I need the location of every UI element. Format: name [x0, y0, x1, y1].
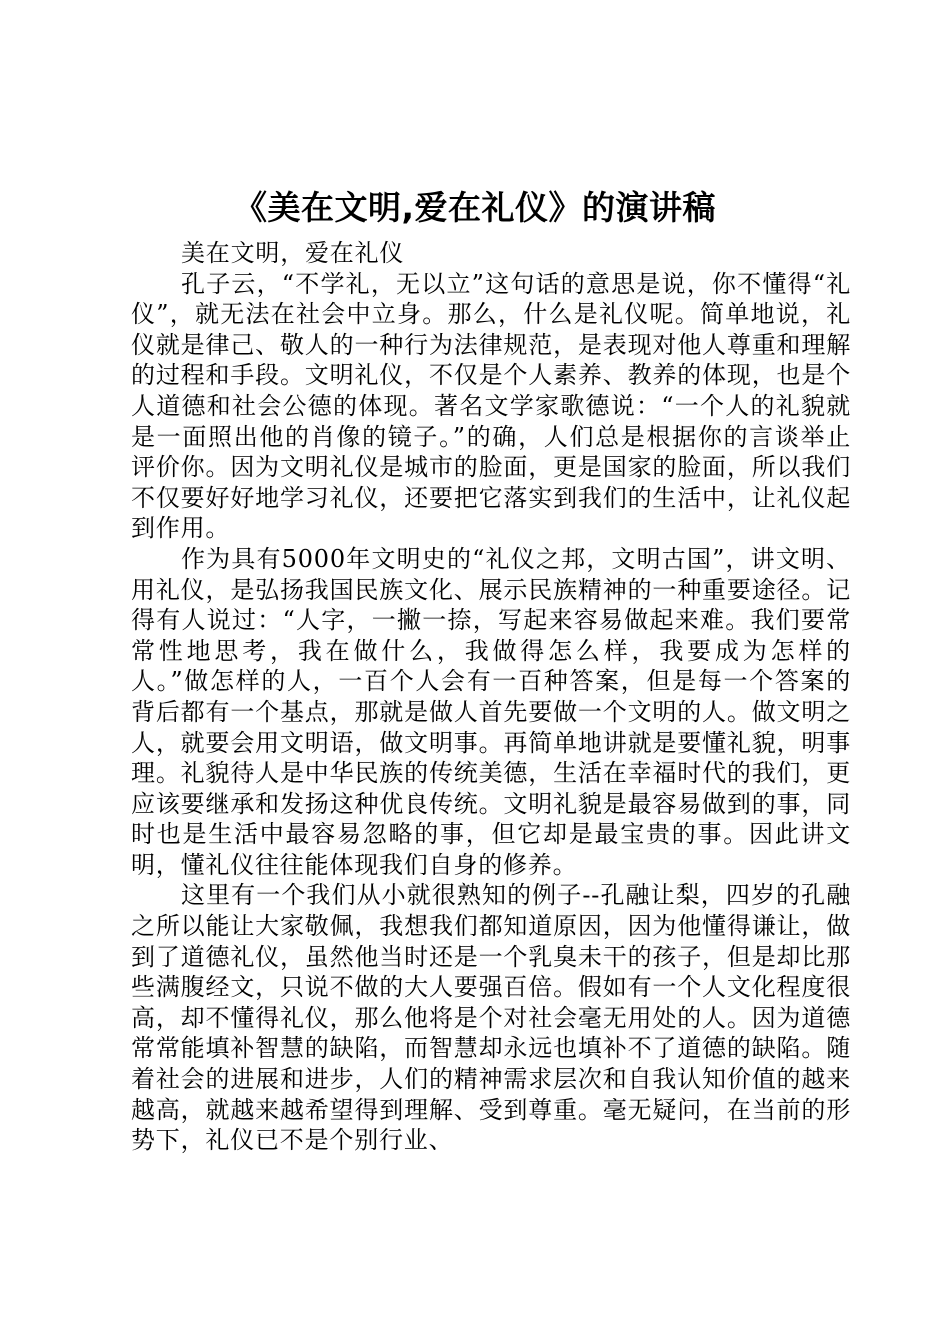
body-paragraph: 孔子云，“不学礼，无以立”这句话的意思是说，你不懂得“礼仪”，就无法在社会中立身。那么，什么是礼仪呢。简单地说，礼仪就是律己、敬人的一种行为法律规范，是表现对他人尊重和理解的过程和手段。文明礼仪，不仅是个人素养、教养的体现，也是个人道德和社会公德的体现。著名文学家歌德说：“一个人的礼貌就是一面照出他的肖像的镜子。”的确，人们总是根据你的言谈举止评价你。因为文明礼仪是城市的脸面，更是国家的脸面，所以我们不仅要好好地学习礼仪，还要把它落实到我们的生活中，让礼仪起到作用。	[131, 269, 851, 543]
document-title: 《美在文明,爱在礼仪》的演讲稿	[233, 188, 717, 227]
body-paragraph: 作为具有5000年文明史的“礼仪之邦，文明古国”，讲文明、用礼仪，是弘扬我国民族文化、展示民族精神的一种重要途径。记得有人说过：“人字，一撇一捺，写起来容易做起来难。我们要常常性地思考，我在做什么，我做得怎么样，我要成为怎样的人。”做怎样的人，一百个人会有一百种答案，但是每一个答案的背后都有一个基点，那就是做人首先要做一个文明的人。做文明之人，就要会用文明语，做文明事。再简单地讲就是要懂礼貌，明事理。礼貌待人是中华民族的传统美德，生活在幸福时代的我们，更应该要继承和发扬这种优良传统。文明礼貌是最容易做到的事，同时也是生活中最容易忽略的事，但它却是最宝贵的事。因此讲文明，懂礼仪往往能体现我们自身的修养。	[131, 544, 851, 879]
body-paragraph: 美在文明，爱在礼仪	[181, 239, 405, 267]
document-body	[131, 238, 851, 1156]
body-paragraph: 这里有一个我们从小就很熟知的例子--孔融让梨，四岁的孔融之所以能让大家敬佩，我想我们都知道原因，因为他懂得谦让，做到了道德礼仪，虽然他当时还是一个乳臭未干的孩子，但是却比那些满腹经文，只说不做的大人要强百倍。假如有一个人文化程度很高，却不懂得礼仪，那么他将是个对社会毫无用处的人。因为道德常常能填补智慧的缺陷，而智慧却永远也填补不了道德的缺陷。随着社会的进展和进步，人们的精神需求层次和自我认知价值的越来越高，就越来越希望得到理解、受到尊重。毫无疑问，在当前的形势下，礼仪已不是个别行业、	[131, 881, 851, 1155]
